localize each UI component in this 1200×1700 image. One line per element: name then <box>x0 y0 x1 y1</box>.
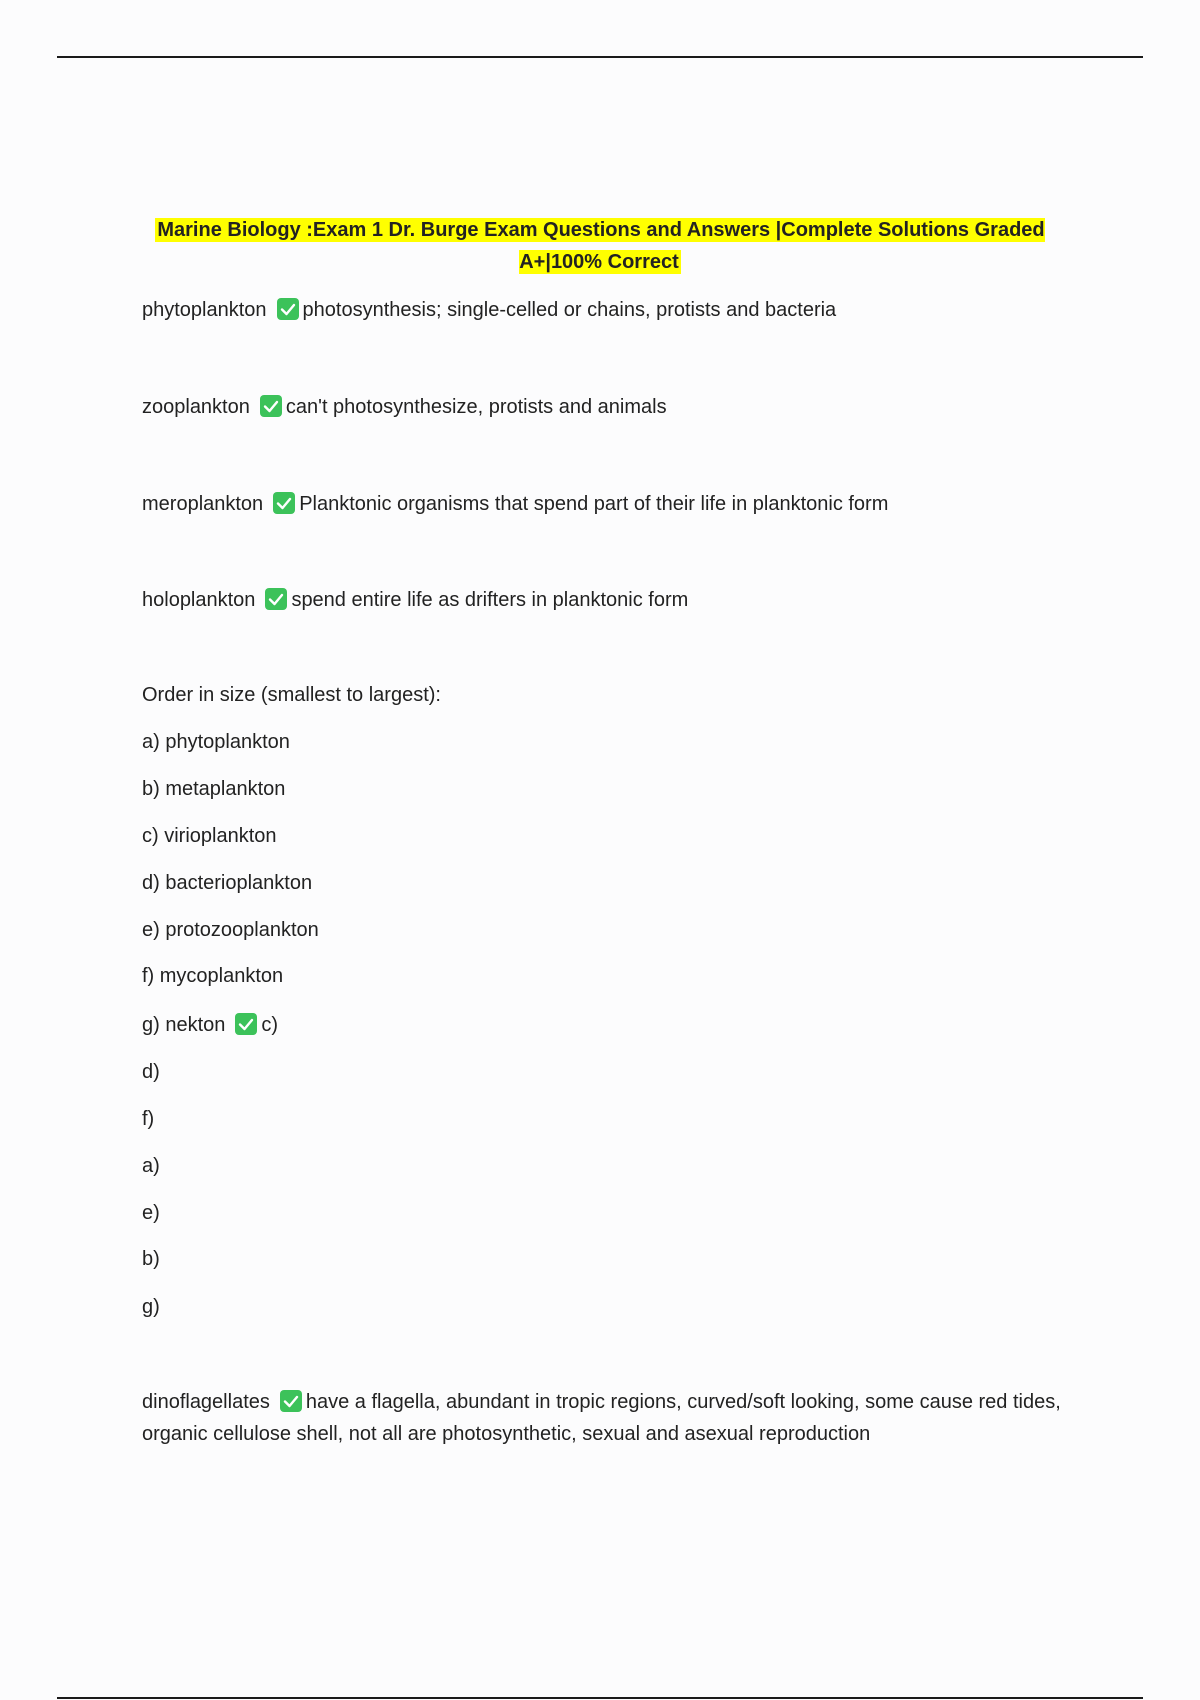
answer-first: c) <box>261 1014 279 1036</box>
order-option: e) protozooplankton <box>142 919 319 941</box>
document-title <box>130 214 1070 278</box>
entry-holoplankton <box>142 586 688 614</box>
title-text: Marine Biology :Exam 1 Dr. Burge Exam Questions and Answers |Complete Solutions Graded A+|100% Correct <box>157 219 1045 273</box>
entry-zooplankton <box>142 393 667 421</box>
term: meroplankton <box>142 493 264 515</box>
answer-step: d) <box>142 1061 160 1083</box>
term: dinoflagellates <box>142 1391 270 1413</box>
answer: photosynthesis; single-celled or chains, protists and bacteria <box>302 299 837 321</box>
answer: spend entire life as drifters in planktonic form <box>291 589 689 611</box>
check-icon <box>260 395 282 417</box>
answer-step: e) <box>142 1202 160 1224</box>
check-icon <box>265 588 287 610</box>
answer: have a flagella, abundant in tropic regions, curved/soft looking, some cause red tides, organic cellulose shell, not all are photosynthetic, sexual and asexual reproduction <box>142 1391 1061 1445</box>
check-icon <box>277 298 299 320</box>
term: zooplankton <box>142 396 250 418</box>
entry-phytoplankton <box>142 296 836 324</box>
answer-step: a) <box>142 1155 160 1177</box>
order-option: a) phytoplankton <box>142 731 290 753</box>
answer: can't photosynthesize, protists and animals <box>285 396 667 418</box>
answer-step: g) <box>142 1296 160 1318</box>
order-option-last <box>142 1011 278 1039</box>
order-prompt: Order in size (smallest to largest): <box>142 684 441 706</box>
answer: Planktonic organisms that spend part of their life in planktonic form <box>299 493 889 515</box>
option-text: g) nekton <box>142 1014 226 1036</box>
term: phytoplankton <box>142 299 267 321</box>
order-option: b) metaplankton <box>142 778 286 800</box>
order-option: f) mycoplankton <box>142 965 284 987</box>
answer-step: f) <box>142 1108 155 1130</box>
entry-dinoflagellates <box>142 1386 1062 1450</box>
top-rule <box>57 56 1143 58</box>
order-option: c) virioplankton <box>142 825 277 847</box>
check-icon <box>235 1013 257 1035</box>
entry-meroplankton <box>142 490 888 518</box>
term: holoplankton <box>142 589 256 611</box>
check-icon <box>273 492 295 514</box>
order-option: d) bacterioplankton <box>142 872 313 894</box>
bottom-rule <box>57 1697 1143 1699</box>
check-icon <box>280 1390 302 1412</box>
answer-step: b) <box>142 1248 160 1270</box>
